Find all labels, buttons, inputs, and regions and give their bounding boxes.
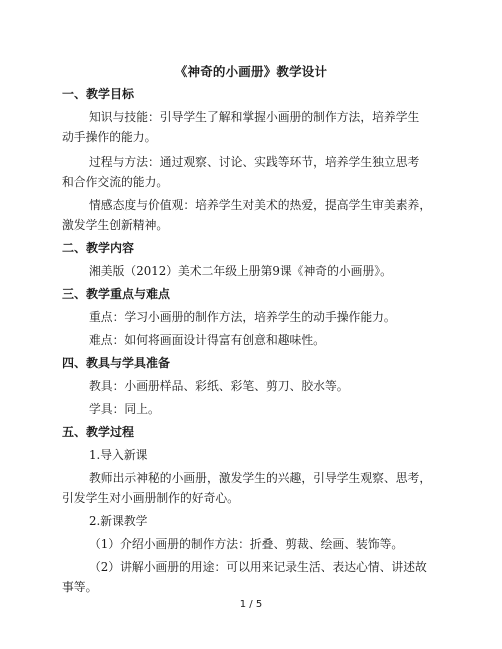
- section-heading-key-points: 三、教学重点与难点: [62, 287, 171, 301]
- paragraph-line: （2）讲解小画册的用途：可以用来记录生活、表达心情、讲述故: [89, 560, 427, 574]
- paragraph-line: 动手操作的能力。: [62, 130, 157, 144]
- section-heading-objectives: 一、教学目标: [62, 87, 135, 101]
- paragraph-line: 重点：学习小画册的制作方法，培养学生的动手操作能力。: [89, 310, 396, 324]
- paragraph-line: 激发学生创新精神。: [62, 218, 169, 232]
- document-title: 《神奇的小画册》教学设计: [174, 64, 328, 79]
- section-heading-process: 五、教学过程: [62, 425, 135, 439]
- paragraph-line: 知识与技能：引导学生了解和掌握小画册的制作方法，培养学生: [89, 110, 420, 124]
- paragraph-line: （1）介绍小画册的制作方法：折叠、剪裁、绘画、装饰等。: [89, 537, 404, 551]
- paragraph-line: 情感态度与价值观：培养学生对美术的热爱，提高学生审美素养，: [89, 198, 432, 212]
- paragraph-line: 事等。: [62, 580, 98, 594]
- paragraph-line: 过程与方法：通过观察、讨论、实践等环节，培养学生独立思考: [89, 155, 420, 169]
- paragraph-line: 教师出示神秘的小画册，激发学生的兴趣，引导学生观察、思考，: [89, 471, 432, 485]
- page-indicator: 1 / 5: [239, 599, 263, 610]
- section-heading-materials: 四、教具与学具准备: [62, 356, 171, 370]
- paragraph-line: 引发学生对小画册制作的好奇心。: [62, 491, 239, 505]
- section-heading-content: 二、教学内容: [62, 241, 135, 255]
- paragraph-line: 2.新课教学: [89, 514, 148, 528]
- paragraph-line: 湘美版（2012）美术二年级上册第9课《神奇的小画册》。: [89, 264, 392, 278]
- paragraph-line: 学具：同上。: [89, 402, 160, 416]
- paragraph-line: 难点：如何将画面设计得富有创意和趣味性。: [89, 333, 325, 347]
- paragraph-line: 教具：小画册样品、彩纸、彩笔、剪刀、胶水等。: [89, 379, 349, 393]
- paragraph-line: 1.导入新课: [89, 448, 148, 462]
- paragraph-line: 和合作交流的能力。: [62, 175, 169, 189]
